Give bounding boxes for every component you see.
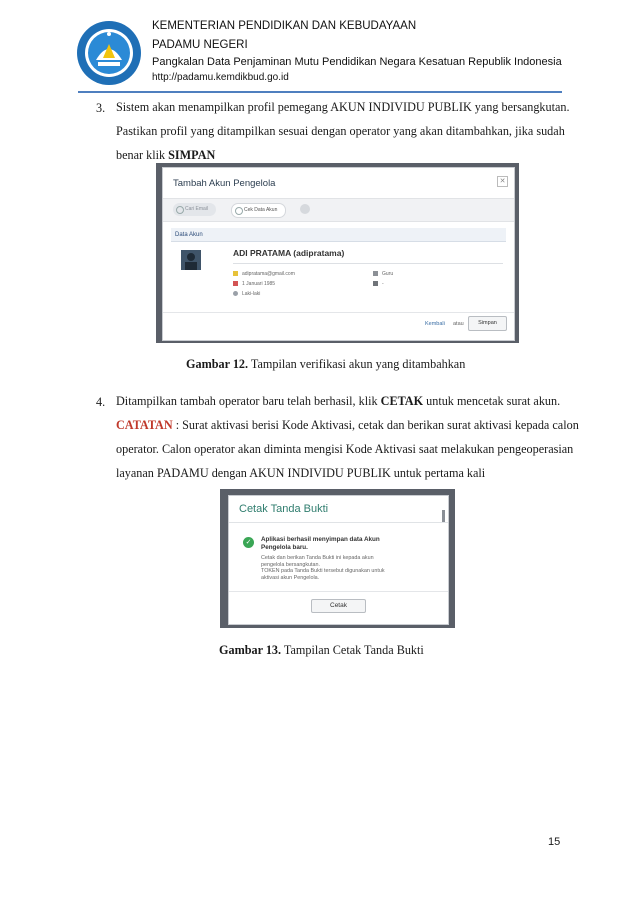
step-dot-icon (235, 207, 243, 215)
field-email (233, 271, 295, 277)
check-circle-icon: ✓ (243, 537, 254, 548)
step-cari-email-label: Cari Email (185, 206, 209, 212)
header-url: http://padamu.kemdikbud.go.id (152, 72, 289, 83)
kemdikbud-logo-icon (76, 20, 142, 86)
email-icon (233, 271, 238, 276)
back-link[interactable]: Kembali (425, 321, 445, 327)
step-4-line-4: layanan PADAMU dengan AKUN INDIVIDU PUBLIK untuk pertama kali (116, 466, 486, 480)
step-3-number: 3. (96, 101, 106, 115)
step-3-line-3-text: benar klik (116, 148, 169, 162)
avatar (181, 250, 201, 270)
close-icon[interactable]: ✕ (497, 176, 508, 187)
instruction-line-3: TOKEN pada Tanda Bukti tersebut digunakan untuk (261, 568, 385, 574)
modal-title: Tambah Akun Pengelola (173, 178, 276, 189)
header-divider (78, 91, 562, 93)
success-message (261, 536, 380, 552)
page-number: 15 (548, 836, 561, 848)
success-message-line-2: Pengelola baru. (261, 544, 308, 551)
email-value: adipratama@gmail.com (242, 271, 295, 277)
step-4-line-1 (116, 389, 560, 413)
step-3-simpan-label: SIMPAN (168, 148, 216, 162)
title-divider (229, 522, 448, 523)
field-phone (373, 281, 384, 287)
account-name: ADI PRATAMA (adipratama) (233, 248, 345, 258)
wizard-steps (163, 198, 514, 222)
step-dot-icon (176, 206, 184, 214)
step-4-line-1-c: untuk mencetak surat akun. (423, 394, 561, 408)
save-button[interactable]: Simpan (468, 316, 507, 331)
screenshot-tambah-akun (156, 163, 519, 343)
step-cari-email[interactable] (173, 203, 216, 216)
role-value: Guru (382, 271, 394, 277)
success-message-line-1: Aplikasi berhasil menyimpan data Akun (261, 536, 380, 543)
step-4-line-1-a: Ditampilkan tambah operator baru telah berhasil, klik (116, 394, 381, 408)
modal-title: Cetak Tanda Bukti (239, 503, 329, 515)
step-3-line-1: Sistem akan menampilkan profil pemegang AKUN INDIVIDU PUBLIK yang bersangkutan. (116, 100, 570, 114)
header-program: PADAMU NEGERI (152, 39, 248, 51)
cetak-tanda-bukti-modal (228, 495, 449, 625)
step-4-note (116, 413, 579, 437)
modal-footer-divider (229, 591, 448, 592)
phone-icon (373, 281, 378, 286)
step-final-icon (300, 204, 310, 214)
figure-12-text: Tampilan verifikasi akun yang ditambahkan (248, 357, 466, 371)
gender-value: Laki-laki (242, 291, 261, 297)
instruction-line-4: aktivasi akun Pengelola. (261, 574, 320, 581)
field-gender (233, 291, 260, 297)
step-4-cetak-label: CETAK (380, 394, 424, 408)
instruction-line-2: pengelola bersangkutan. (261, 561, 321, 568)
figure-13-text: Tampilan Cetak Tanda Bukti (281, 643, 424, 657)
figure-13-label: Gambar 13. (219, 643, 282, 657)
scrollbar[interactable] (442, 510, 445, 522)
instruction-text (261, 555, 385, 581)
header-subtitle: Pangkalan Data Penjaminan Mutu Pendidikan Negara Kesatuan Republik Indonesia (152, 56, 562, 68)
field-role (373, 271, 393, 277)
step-cek-data-label: Cek Data Akun (244, 207, 278, 213)
step-3-line-2: Pastikan profil yang ditampilkan sesuai dengan operator yang akan ditambahkan, jika sudah (116, 124, 565, 138)
print-button[interactable]: Cetak (311, 599, 366, 613)
or-text: atau (453, 321, 464, 327)
location-icon (233, 291, 238, 296)
screenshot-cetak-tanda-bukti (220, 489, 455, 628)
id-card-icon (373, 271, 378, 276)
header-ministry: KEMENTERIAN PENDIDIKAN DAN KEBUDAYAAN (152, 20, 417, 32)
section-data-akun: Data Akun (171, 228, 506, 242)
figure-13-caption (219, 643, 424, 658)
dob-value: 1 Januari 1985 (242, 281, 276, 287)
calendar-icon (233, 281, 238, 286)
note-label: CATATAN (116, 418, 173, 432)
phone-value: - (382, 281, 384, 287)
field-dob (233, 281, 275, 287)
figure-12-caption (186, 357, 465, 372)
instruction-line-1: Cetak dan berikan Tanda Bukti ini kepada akun (261, 555, 374, 561)
step-4-number: 4. (96, 395, 106, 409)
name-divider (233, 263, 503, 264)
note-text: : Surat aktivasi berisi Kode Aktivasi, cetak dan berikan surat aktivasi kepada calon (172, 418, 579, 432)
step-4-line-3: operator. Calon operator akan diminta mengisi Kode Aktivasi saat melakukan pengeoperasian (116, 442, 574, 456)
step-cek-data-akun[interactable] (231, 203, 286, 218)
tambah-akun-modal (162, 167, 515, 341)
figure-12-label: Gambar 12. (186, 357, 249, 371)
modal-footer-divider (163, 312, 514, 313)
